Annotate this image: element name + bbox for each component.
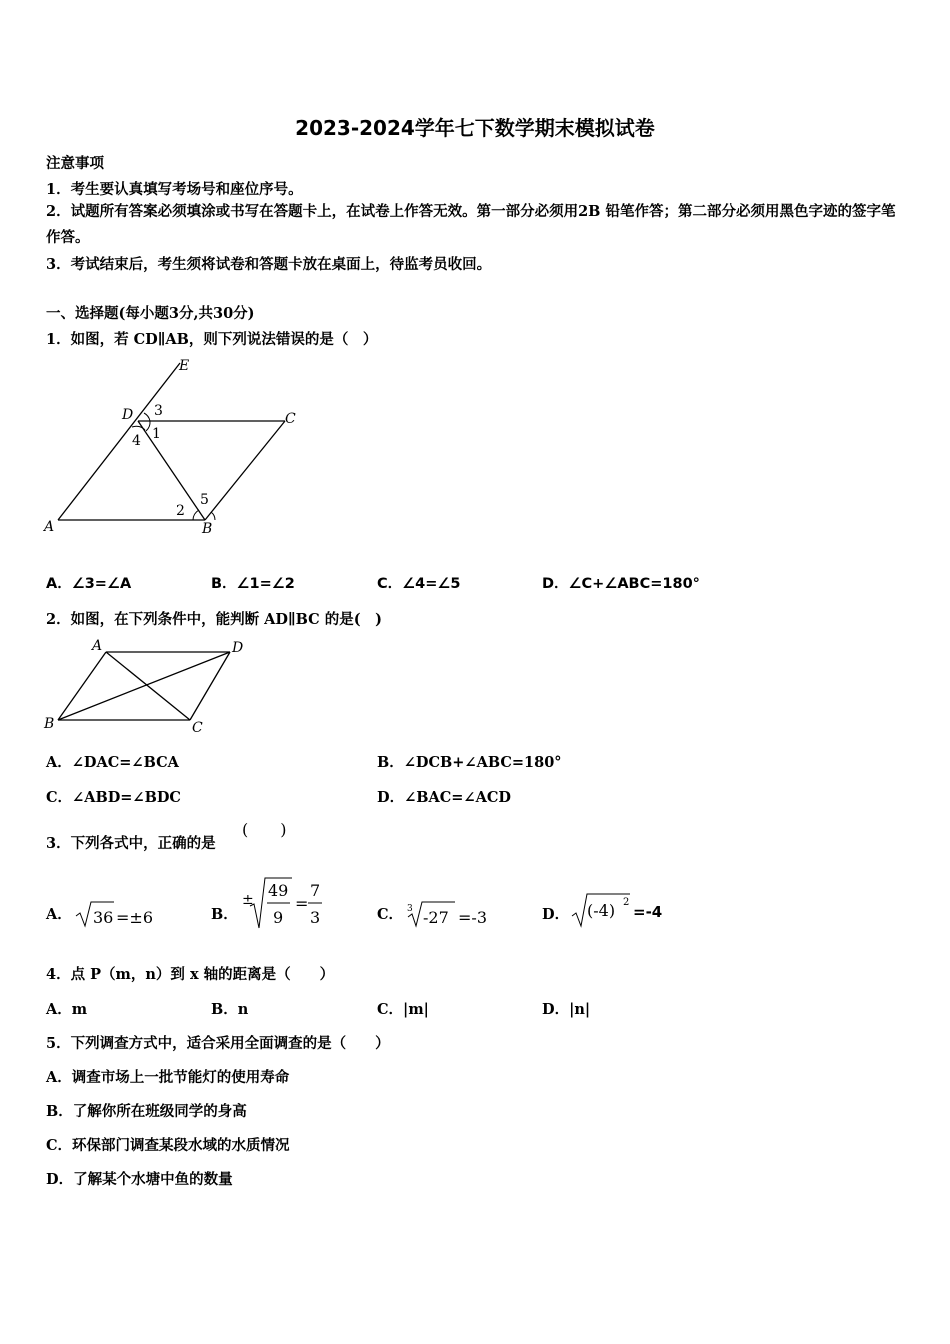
fig1-label: 1 [152,426,161,442]
exponent: 2 [623,897,630,908]
sqrt-radicand: (-4) [587,901,616,920]
fig2-label: D [232,640,244,656]
fig1-label: 2 [176,503,185,519]
q3-option-b-letter[interactable]: B． [211,906,238,923]
q3-option-c-expr[interactable] [405,898,515,930]
fraction-denominator: 3 [310,908,321,927]
q1-option-a[interactable]: A．∠3=∠A [46,576,132,592]
fig1-label: A [44,519,55,535]
q4-option-b[interactable]: B．n [211,1001,249,1018]
fig2-label: B [44,716,55,732]
notice-item: 2．试题所有答案必须填涂或书写在答题卡上，在试卷上作答无效。第一部分必须用2B 铅笔作答；第二部分必须用黑色字迹的签字笔作答。 [46,203,896,246]
notice-item: 1．考生要认真填写考场号和座位序号。 [46,181,303,198]
q5-option-d[interactable]: D．了解某个水塘中鱼的数量 [46,1171,233,1188]
notice-item: 3．考试结束后，考生须将试卷和答题卡放在桌面上，待监考员收回。 [46,256,492,273]
fig1-label: E [179,358,190,374]
notice-heading: 注意事项 [46,155,104,172]
expr-rest: =-3 [458,908,487,927]
q1-option-d[interactable]: D．∠C+∠ABC=180° [542,576,700,592]
q2-option-d[interactable]: D．∠BAC=∠ACD [377,789,511,806]
q3-option-c-letter[interactable]: C． [377,906,404,923]
section-heading: 一、选择题(每小题3分,共30分) [46,305,255,322]
page-title: 2023-2024学年七下数学期末模拟试卷 [295,116,655,140]
root-index: 3 [407,904,413,914]
q3-option-d-expr[interactable] [570,888,680,930]
fig1-label: 3 [154,403,163,419]
fig2-label: C [192,720,203,736]
question-3-paren: ( ) [242,820,287,839]
q5-option-c[interactable]: C．环保部门调查某段水域的水质情况 [46,1137,290,1154]
q2-option-a[interactable]: A．∠DAC=∠BCA [46,754,179,771]
q2-option-c[interactable]: C．∠ABD=∠BDC [46,789,181,806]
equals-sign: = [295,894,309,913]
q1-option-c[interactable]: C．∠4=∠5 [377,576,461,592]
q3-option-b-expr[interactable] [240,876,330,932]
question-4-stem: 4．点 P（m，n）到 x 轴的距离是（ ） [46,966,335,983]
question-2-figure [40,632,260,737]
fig1-label: C [285,411,296,427]
question-2-stem: 2．如图，在下列条件中，能判断 AD∥BC 的是( ) [46,611,382,628]
fraction-denominator: 9 [273,908,284,927]
q5-option-b[interactable]: B．了解你所在班级同学的身高 [46,1103,247,1120]
q4-option-c[interactable]: C．|m| [377,1001,429,1018]
fraction-numerator: 7 [310,881,321,900]
q3-option-d-letter[interactable]: D． [542,906,570,923]
fig1-label: 4 [132,433,141,449]
q4-option-a[interactable]: A．m [46,1001,88,1018]
q2-option-b[interactable]: B．∠DCB+∠ABC=180° [377,754,562,771]
fig1-label: B [202,521,213,537]
question-1-stem: 1．如图，若 CD∥AB，则下列说法错误的是（ ） [46,331,378,348]
q3-option-a-expr[interactable] [74,898,174,930]
question-5-stem: 5．下列调查方式中，适合采用全面调查的是（ ） [46,1035,390,1052]
question-1-figure [40,355,310,540]
q5-option-a[interactable]: A．调查市场上一批节能灯的使用寿命 [46,1069,290,1086]
q4-option-d[interactable]: D．|n| [542,1001,591,1018]
fig1-label: 5 [200,492,209,508]
q3-option-a-letter[interactable]: A． [46,906,72,923]
sqrt-radicand: 36 [93,908,114,927]
cbrt-radicand: -27 [423,908,449,927]
expr-rest: =-4 [633,903,663,921]
plus-minus: ± [242,892,254,908]
fraction-numerator: 49 [268,881,289,900]
fig2-label: A [92,638,103,654]
q1-option-b[interactable]: B．∠1=∠2 [211,576,295,592]
question-3-stem: 3．下列各式中，正确的是 [46,835,216,852]
fig1-label: D [122,407,134,423]
expr-rest: =±6 [116,908,153,927]
